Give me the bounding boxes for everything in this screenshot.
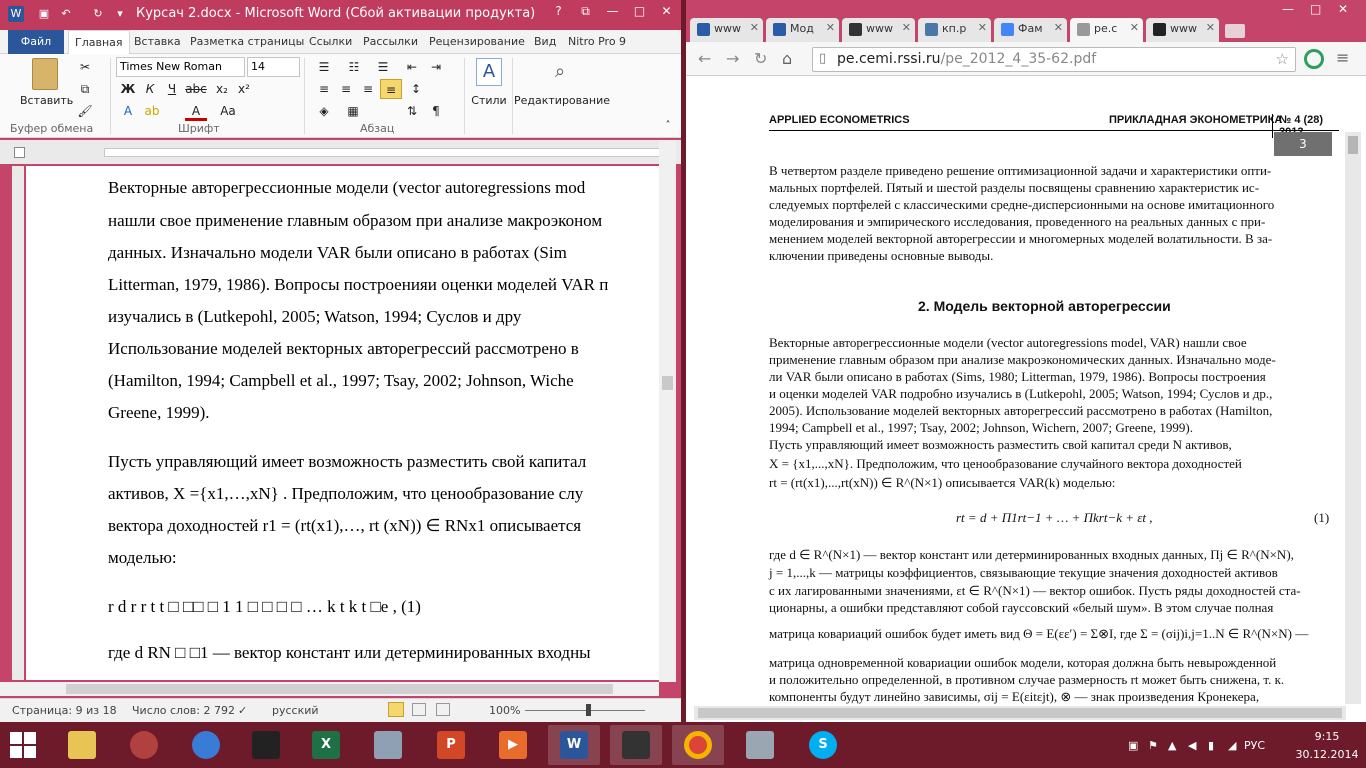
horizontal-ruler[interactable] [0,140,681,164]
doc-line: изучались в (Lutkepohl, 2005; Watson, 1994; Суслов и дру [108,307,522,326]
browser-toolbar [686,42,1366,76]
doc-line: где d RN □ □1 — вектор констант или детерминированных входны [108,643,591,662]
browser-tab[interactable]: Мод ✕ [766,18,839,42]
pdf-line: применение главным образом при анализе макроэкономических данных. Изначально моде- [769,352,1276,367]
zoom-slider-thumb[interactable] [586,704,591,716]
ribbon-tabs [0,30,681,54]
system-tray [1126,722,1366,768]
word-titlebar[interactable] [0,0,681,30]
paste-button[interactable] [20,58,74,107]
pdf-line: матрица одновременной ковариации ошибок модели, которая должна быть невырожденной [769,655,1277,670]
close-tab-icon[interactable]: ✕ [977,21,987,34]
bookmark-star-icon[interactable]: ☆ [1275,50,1289,68]
page-counter[interactable]: Страница: 9 из 18 [12,704,117,717]
excel-icon: X [312,731,340,759]
styles-label: Стили [471,94,507,107]
close-tab-icon[interactable]: ✕ [1205,21,1215,34]
site-favicon-icon [1153,23,1166,36]
chrome-window [686,0,1366,722]
increase-indent-icon[interactable]: ⇥ [430,60,442,74]
proofing-icon[interactable]: ✓ [238,704,248,717]
chrome-icon [684,731,712,759]
font-size-combo[interactable]: 14 [247,57,300,77]
vk-icon [925,23,938,36]
bullets-icon[interactable]: ☰ [318,60,330,74]
pdf-header-right: № 4 (28) [1272,114,1344,138]
app-icon [130,731,158,759]
superscript-icon[interactable]: x² [238,82,250,96]
word-icon: W [560,731,588,759]
taskbar-app[interactable] [180,725,232,765]
show-formatting-icon[interactable]: ¶ [432,104,440,118]
vertical-ruler [12,166,24,680]
taskbar-app[interactable] [734,725,786,765]
editing-label: Редактирование [514,94,610,107]
taskbar-media[interactable] [487,725,539,765]
close-tab-icon[interactable]: ✕ [901,21,911,34]
doc-line: Использование моделей векторных авторегрессий рассмотрено в [108,339,579,358]
tab-review[interactable]: Рецензирование [429,35,525,48]
ribbon [0,54,681,138]
word-doc-icon [773,23,786,36]
align-right-icon[interactable]: ≡ [362,82,374,96]
pdf-line: моделирования и эмпирического исследования, проведенного на реальных данных с при- [769,214,1266,229]
app-icon [622,731,650,759]
underline-icon[interactable]: Ч [167,82,177,96]
pdf-line: X = {x1,...,xN}. Предположим, что ценообразование случайного вектора доходностей [769,456,1242,471]
pdf-header-left: APPLIED ECONOMETRICS [769,114,910,126]
app-icon [746,731,774,759]
close-tab-icon[interactable]: ✕ [1053,21,1063,34]
address-bar[interactable] [812,47,1296,72]
tab-nitro[interactable]: Nitro Pro 9 [568,35,627,48]
align-center-icon[interactable]: ≡ [340,82,352,96]
ribbon-display-button[interactable]: ⧉ [581,4,590,18]
numbering-icon[interactable]: ☷ [348,60,360,74]
word-hscroll-thumb[interactable] [66,684,613,694]
word-vertical-scrollbar[interactable] [659,140,676,682]
cut-icon[interactable]: ✂ [79,60,91,74]
zoom-slider[interactable] [525,710,645,711]
url-path: /pe_2012_4_35-62.pdf [940,51,1097,67]
maximize-button[interactable]: □ [633,4,646,18]
print-layout-icon[interactable] [388,702,404,717]
word-horizontal-scrollbar[interactable] [0,682,659,696]
pdf-line: Пусть управляющий имеет возможность разместить свой капитал среди N активов, [769,437,1232,452]
browser-tab-active[interactable]: pe.c ✕ [1070,18,1143,42]
pdf-line: матрица ковариаций ошибок будет иметь вид Θ = E(εε′) = Σ⊗I, где Σ = (σij)i,j=1..N ∈ R^(N×N) — [769,626,1309,641]
taskbar [0,722,1366,768]
wifi-icon[interactable]: ◢ [1228,739,1237,752]
tab-file[interactable]: Файл [8,30,64,54]
word-status-bar [0,698,681,722]
page-info-icon: ▯ [819,51,827,66]
tab-page-layout[interactable]: Разметка страницы [190,35,305,48]
pdf-line: и оценки моделей VAR подробно изучались в (Lutkepohl, 2005; Watson, 1994; Суслов и др., [769,386,1273,401]
taskbar-skype[interactable] [797,725,849,765]
doc-line: Litterman, 1979, 1986). Вопросы построенияи оценки моделей VAR п [108,275,609,294]
tab-home[interactable]: Главная [68,30,130,55]
url-domain: pe.cemi.rssi.ru [837,51,941,67]
borders-icon[interactable]: ▦ [347,104,359,118]
editing-button[interactable] [514,58,610,107]
group-clipboard-label: Буфер обмена [10,122,94,135]
action-center-icon[interactable]: ⚑ [1148,739,1158,752]
new-tab-button[interactable] [1225,24,1245,38]
skype-icon: S [809,731,837,759]
taskbar-excel[interactable] [300,725,352,765]
tab-selector-icon[interactable] [14,147,25,158]
close-tab-icon[interactable]: ✕ [825,21,835,34]
format-painter-icon[interactable]: 🖌 [77,104,93,118]
change-case-icon[interactable]: Aa [220,104,236,118]
taskbar-chrome[interactable] [672,725,724,765]
pdf-line: компоненты будут линейно зависимы, σij = E(εitεjt), ⊗ — знак произведения Кронекера, [769,689,1260,704]
doc-line: данных. Изначально модели VAR были описано в работах (Sim [108,243,567,262]
doc-line: активов, X ={x1,…,xN} . Предположим, что ценообразование слу [108,484,584,503]
clipboard-icon [32,58,58,90]
word-app-icon[interactable]: W [8,6,24,22]
italic-icon[interactable]: К [145,82,155,96]
pdf-line: менением моделей векторной авторегрессии и многомерных моделей волатильности. В за- [769,231,1273,246]
pdf-line: 1994; Campbell et al., 1997; Tsay, 2002; Johnson, Wichern, 2007; Greene, 1999). [769,420,1194,435]
battery-icon[interactable]: ▮ [1208,739,1215,752]
pdf-scroll-thumb[interactable] [1348,136,1358,154]
browser-tab[interactable]: www ✕ [1146,18,1219,42]
font-name-combo[interactable]: Times New Roman [116,57,245,77]
styles-icon: A [476,58,502,86]
pdf-hscroll-thumb[interactable] [698,708,1342,718]
tab-view[interactable]: Вид [534,35,557,48]
pdf-header-center: ПРИКЛАДНАЯ ЭКОНОМЕТРИКА [1109,114,1283,126]
pdf-line: ли VAR были описано в работах (Sims, 1980; Litterman, 1979, 1986). Вопросы построения [769,369,1266,384]
extension-icon[interactable] [1304,49,1324,69]
collapse-ribbon-icon[interactable]: ˄ [665,120,671,131]
save-icon[interactable]: ▣ [38,7,50,20]
reload-icon[interactable]: ↻ [754,49,768,68]
start-button[interactable] [8,730,38,760]
maximize-button[interactable]: □ [1310,2,1322,16]
multilevel-list-icon[interactable]: ☰ [377,60,389,74]
font-color-icon[interactable]: A [185,101,207,121]
bold-icon[interactable]: Ж [120,82,136,96]
binoculars-icon: ⌕ [554,61,566,82]
speaker-icon[interactable]: ◀ [1188,739,1197,752]
browser-tab[interactable]: Фам ✕ [994,18,1067,42]
browser-tab[interactable]: www ✕ [842,18,915,42]
pdf-line: следуемых портфелей с классическими средне-дисперсионными на основе имитационного [769,197,1275,212]
equation-number: (1) [1314,510,1330,525]
group-paragraph-label: Абзац [360,122,395,135]
taskbar-powerpoint[interactable] [425,725,477,765]
back-icon[interactable]: ← [698,49,712,68]
help-button[interactable]: ? [555,4,562,18]
menu-icon[interactable]: ≡ [1336,48,1350,67]
site-favicon-icon [849,23,862,36]
media-player-icon: ▶ [499,731,527,759]
sort-icon[interactable]: ⇅ [406,104,418,118]
browser-tab[interactable]: www ✕ [690,18,763,42]
hand-cursor-icon [252,731,280,759]
doc-line: Пусть управляющий имеет возможность разместить свой капитал [108,452,587,471]
folder-icon [68,731,96,759]
pdf-line: ключении приведены основные выводы. [769,248,994,263]
taskbar-explorer[interactable] [56,725,108,765]
taskbar-word[interactable] [548,725,600,765]
text-effects-icon[interactable]: A [123,104,133,118]
taskbar-app[interactable] [610,725,662,765]
doc-line: нашли свое применение главным образом при анализе макроэконом [108,211,603,230]
tab-insert[interactable]: Вставка [134,35,181,48]
decrease-indent-icon[interactable]: ⇤ [406,60,418,74]
pdf-line: мальных портфелей. Пятый и шестой разделы посвящены сравнению характеристик ис- [769,180,1260,195]
copy-icon[interactable]: ⧉ [80,82,90,96]
pdf-line: rt = (rt(x1),...,rt(xN)) ∈ R^(N×1) описывается VAR(k) моделью: [769,475,1116,490]
document-page[interactable] [26,166,659,680]
taskbar-calculator[interactable] [362,725,414,765]
word-window [0,0,681,722]
language-indicator[interactable]: русский [272,704,319,717]
pdf-line: где d ∈ R^(N×1) — вектор констант или детерминированных входных данных, Πj ∈ R^(N×N), [769,547,1294,562]
page-favicon-icon [1077,23,1090,36]
justify-icon[interactable]: ≡ [380,79,402,99]
forward-icon[interactable]: → [726,49,740,68]
close-button[interactable]: ✕ [661,4,672,18]
network-icon[interactable]: ▣ [1128,739,1139,752]
equation: rt = d + Π1rt−1 + … + Πkrt−k + εt , [956,510,1153,525]
doc-line: r d r r t t □ □□ □ 1 1 □ □ □ □ … k t k t □e , (1) [108,597,421,616]
pdf-horizontal-scrollbar[interactable] [694,706,1346,720]
doc-line: (Hamilton, 1994; Campbell et al., 1997; Tsay, 2002; Johnson, Wiche [108,371,574,390]
pdf-line: Векторные авторегрессионные модели (vector autoregressions model, VAR) нашли свое [769,335,1247,350]
pdf-line: и положительно определенной, в противном случае размерность rt может быть снижена, т. к. [769,672,1285,687]
calculator-icon [374,731,402,759]
pdf-page-indicator: 3 [1274,132,1332,156]
redo-icon[interactable]: ↻ [93,7,103,20]
doc-line: вектора доходностей r1 = (rt(x1),…, rt (xN)) ∈ RNx1 описывается [108,516,582,535]
word-scroll-thumb[interactable] [662,376,673,390]
pdf-line: ционарны, а ошибки представляют собой гауссовский «белый шум». В этом случае полная [769,600,1274,615]
home-icon[interactable]: ⌂ [782,49,793,68]
quick-access-dropdown-icon[interactable]: ▾ [117,7,123,20]
subscript-icon[interactable]: x₂ [216,82,228,96]
web-layout-icon[interactable] [436,703,450,716]
word-doc-icon [697,23,710,36]
doc-line: Векторные авторегрессионные модели (vector autoregressions mod [108,178,586,197]
strikethrough-icon[interactable]: abc [185,82,207,96]
read-mode-icon[interactable] [412,703,426,716]
styles-button[interactable] [468,58,510,107]
section-title: 2. Модель векторной авторегрессии [918,298,1171,314]
zoom-level[interactable]: 100% [489,704,521,717]
line-spacing-icon[interactable]: ↕ [410,82,422,96]
align-left-icon[interactable]: ≡ [318,82,330,96]
close-tab-icon[interactable]: ✕ [1129,21,1139,34]
undo-icon[interactable]: ↶ [61,7,71,20]
pdf-line: j = 1,...,k — матрицы коэффициентов, связывающие текущие значения доходностей активов [769,565,1278,580]
volume-icon[interactable]: ▲ [1168,739,1177,752]
tab-mailings[interactable]: Рассылки [363,35,418,48]
minimize-button[interactable]: — [1282,2,1294,16]
group-font-label: Шрифт [178,122,220,135]
pdf-line: с их лагированными значениями, εt ∈ R^(N×1) — вектор ошибок. Пусть ряды доходностей ста- [769,583,1301,598]
close-window-button[interactable]: ✕ [1338,2,1349,16]
shading-icon[interactable]: ◈ [319,104,329,118]
app-icon [192,731,220,759]
pdf-line: 2005). Использование моделей векторных авторегрессий рассмотрено в работах (Hamilton, [769,403,1273,418]
powerpoint-icon: P [437,731,465,759]
word-window-title: Курсач 2.docx - Microsoft Word (Сбой активации продукта) [136,6,536,21]
browser-tab-strip [686,0,1366,42]
word-count[interactable]: Число слов: 2 792 [132,704,235,717]
taskbar-app[interactable] [118,725,170,765]
clock-date[interactable]: 30.12.2014 [1295,748,1359,761]
highlight-icon[interactable]: ab [144,104,160,118]
clock-time[interactable]: 9:15 [1314,730,1340,743]
close-tab-icon[interactable]: ✕ [749,21,759,34]
language-indicator[interactable]: РУС [1244,739,1266,752]
tab-references[interactable]: Ссылки [309,35,353,48]
minimize-button[interactable]: — [606,4,619,18]
doc-line: моделью: [108,548,177,567]
pdf-vertical-scrollbar[interactable] [1345,132,1361,704]
doc-line: Greene, 1999). [108,403,210,422]
pdf-page[interactable] [694,80,1344,706]
taskbar-app[interactable] [240,725,292,765]
browser-tab[interactable]: кп.р ✕ [918,18,991,42]
paste-label: Вставить [20,94,74,107]
google-icon [1001,23,1014,36]
pdf-line: В четвертом разделе приведено решение оптимизационной задачи и характеристики опти- [769,163,1272,178]
